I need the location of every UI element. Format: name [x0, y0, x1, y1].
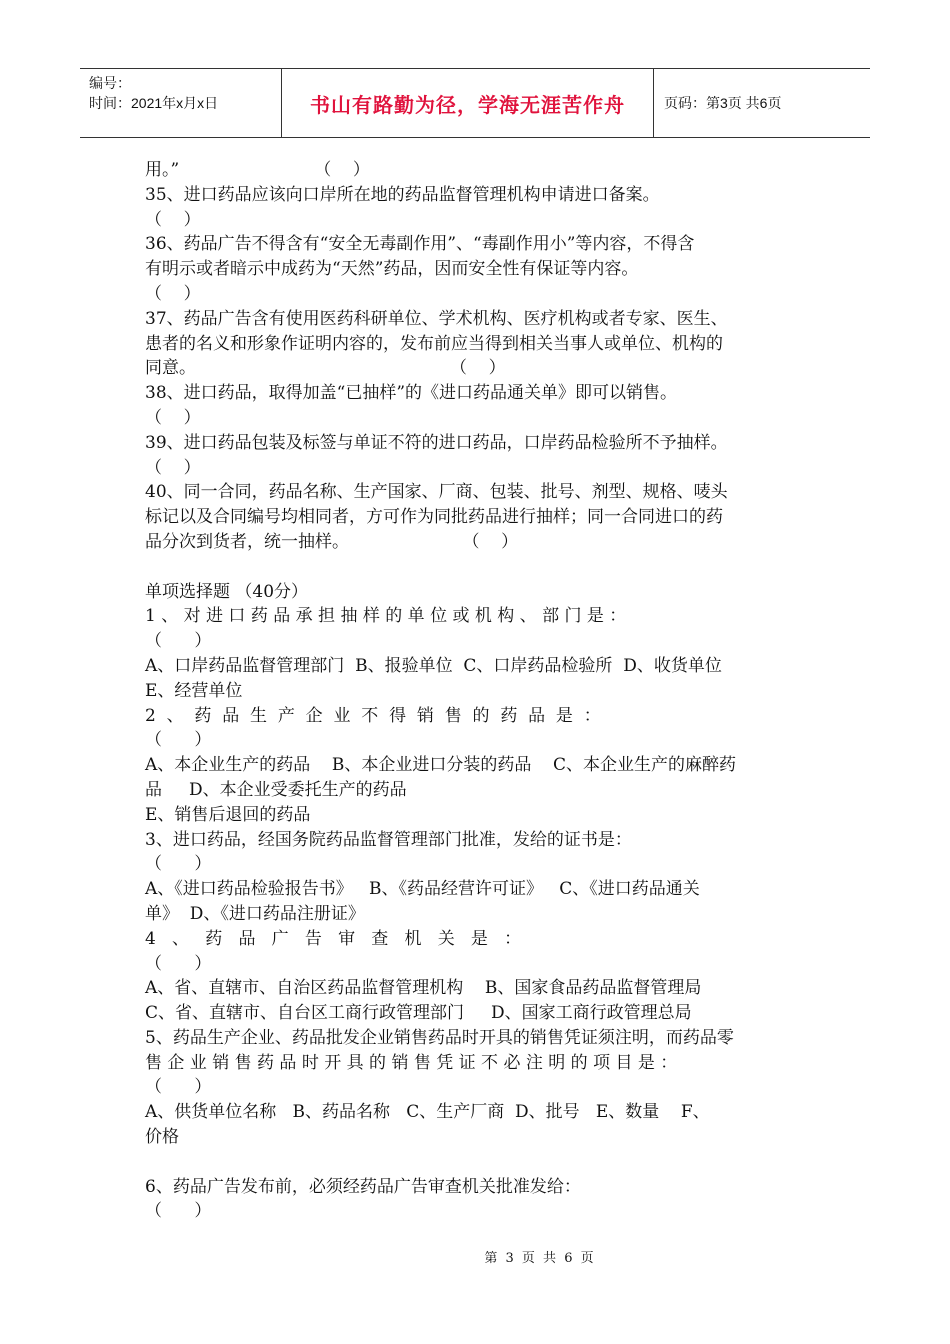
text-line: （ ） — [145, 407, 201, 428]
text-line: 单》 D、《进口药品注册证》 — [145, 903, 365, 924]
doc-number-label: 编号： — [89, 75, 131, 91]
text-line: 标记以及合同编号均相同者，方可作为同批药品进行抽样；同一合同进口的药 — [145, 507, 723, 528]
text-line: 价格 — [145, 1127, 179, 1148]
text-line: （ ） — [145, 1077, 212, 1098]
header-motto: 书山有路勤为径，学海无涯苦作舟 — [310, 92, 625, 117]
text-line: （ ） — [145, 457, 201, 478]
text-line: 36、药品广告不得含有“安全无毒副作用”、“毒副作用小”等内容，不得含 — [145, 234, 695, 255]
text-line: 38、进口药品，取得加盖“已抽样”的《进口药品通关单》即可以销售。 — [145, 383, 678, 404]
text-line: （ ） — [145, 631, 212, 652]
doc-date-label: 时间：2021年x月x日 — [89, 95, 219, 111]
header-divider — [653, 69, 654, 137]
text-line: （ ） — [145, 1201, 212, 1222]
text-line: 品分次到货者，统一抽样。 （ ） — [145, 531, 519, 552]
text-line: 品 D、本企业受委托生产的药品 — [145, 779, 407, 800]
text-line: 用。” （ ） — [145, 160, 370, 180]
text-line: A、省、直辖市、自治区药品监督管理机构 B、国家食品药品监督管理局 — [145, 978, 702, 999]
text-line: 37、药品广告含有使用医药科研单位、学术机构、医疗机构或者专家、医生、 — [145, 308, 728, 329]
text-line: 4 、 药 品 广 告 审 查 机 关 是 ： — [145, 928, 522, 949]
text-line: A、本企业生产的药品 B、本企业进口分装的药品 C、本企业生产的麻醉药 — [145, 755, 737, 776]
text-line: 39、进口药品包装及标签与单证不符的进口药品，口岸药品检验所不予抽样。 — [145, 432, 728, 453]
text-line: （ ） — [145, 953, 212, 974]
text-line — [145, 555, 807, 580]
text-line: C、省、直辖市、自台区工商行政管理部门 D、国家工商行政管理总局 — [145, 1003, 692, 1024]
text-line: E、经营单位 — [145, 680, 243, 701]
text-line: A、供货单位名称 B、药品名称 C、生产厂商 D、批号 E、数量 F、 — [145, 1102, 710, 1123]
text-line: 3、进口药品，经国务院药品监督管理部门批准，发给的证书是： — [145, 829, 632, 850]
text-line: A、口岸药品监督管理部门 B、报验单位 C、口岸药品检验所 D、收货单位 — [145, 655, 722, 676]
text-line: （ ） — [145, 730, 212, 751]
text-line: （ ） — [145, 854, 212, 875]
text-line: 有明示或者暗示中成药为“天然”药品，因而安全性有保证等内容。 — [145, 259, 639, 280]
text-line — [145, 1150, 807, 1175]
document-body — [145, 158, 807, 1224]
header-page-label: 页码：第3页 共6页 — [664, 95, 782, 111]
text-line: 35、进口药品应该向口岸所在地的药品监督管理机构申请进口备案。 — [145, 184, 660, 205]
text-line: A、《进口药品检验报告书》 B、《药品经营许可证》 C、《进口药品通关 — [145, 879, 700, 900]
text-line: 2 、 药 品 生 产 企 业 不 得 销 售 的 药 品 是 ： — [145, 705, 601, 726]
text-line: （ ） — [145, 209, 201, 230]
text-line: （ ） — [145, 283, 201, 304]
text-line: 1 、 对 进 口 药 品 承 担 抽 样 的 单 位 或 机 构 、 部 门 是 ： — [145, 606, 627, 627]
text-line: 5、药品生产企业、药品批发企业销售药品时开具的销售凭证须注明，而药品零 — [145, 1027, 734, 1048]
header-meta — [89, 73, 218, 113]
page-header — [80, 68, 870, 138]
text-line: E、销售后退回的药品 — [145, 804, 311, 825]
text-line: 同意。 （ ） — [145, 358, 506, 379]
text-line: 售 企 业 销 售 药 品 时 开 具 的 销 售 凭 证 不 必 注 明 的 项 目 是 ： — [145, 1052, 678, 1073]
text-line: 6、药品广告发布前，必须经药品广告审查机关批准发给： — [145, 1176, 581, 1197]
page-footer: 第 3 页 共 6 页 — [484, 1251, 596, 1266]
text-line: 患者的名义和形象作证明内容的，发布前应当得到相关当事人或单位、机构的 — [145, 333, 723, 354]
text-line: 40、同一合同，药品名称、生产国家、厂商、包装、批号、剂型、规格、唛头 — [145, 482, 728, 503]
text-line: 单项选择题 （40分） — [145, 581, 309, 602]
